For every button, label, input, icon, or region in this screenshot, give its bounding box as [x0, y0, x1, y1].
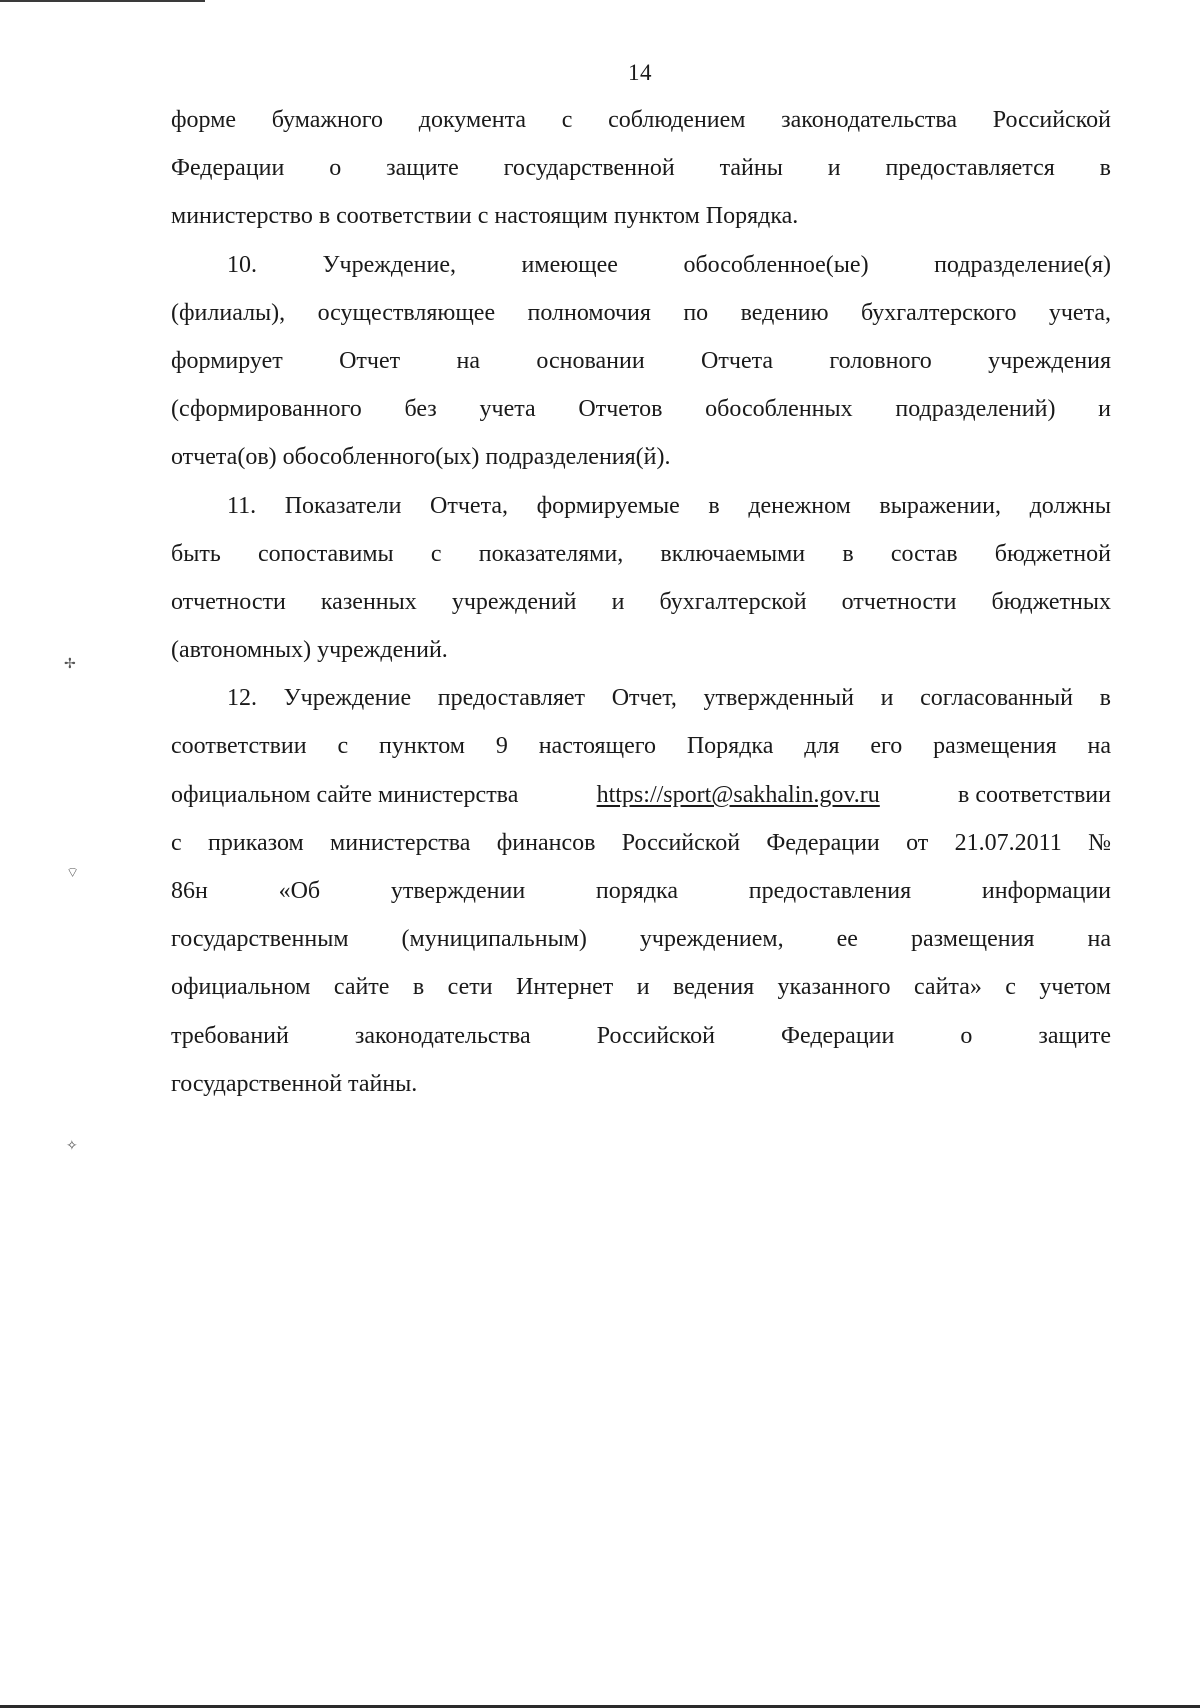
text-line: Федерации о защите государственной тайны и предоставляется в [171, 155, 1111, 182]
document-body [171, 96, 1111, 1108]
text-line: отчета(ов) обособленного(ых) подразделения(й). [171, 444, 671, 471]
text-line: (сформированного без учета Отчетов обособленных подразделений) и [171, 396, 1111, 423]
paragraph-10-start: 10. Учреждение, имеющее обособленное(ые) подразделение(я) [227, 251, 1111, 278]
text-line-with-link [171, 771, 1111, 819]
text-line: формирует Отчет на основании Отчета головного учреждения [171, 347, 1111, 374]
scan-artifact-mark: ✧ [66, 1138, 78, 1154]
text-line: соответствии с пунктом 9 настоящего Порядка для его размещения на [171, 733, 1111, 760]
text-line: 86н «Об утверждении порядка предоставления информации [171, 878, 1111, 904]
ministry-website-link[interactable]: https://sport@sakhalin.gov.ru [596, 781, 880, 808]
scan-artifact-mark: ⌔ [66, 865, 80, 881]
text-line: министерство в соответствии с настоящим пунктом Порядка. [171, 203, 799, 230]
text-line: государственной тайны. [171, 1070, 418, 1097]
text-line: (автономных) учреждений. [171, 637, 448, 664]
paragraph-11-start: 11. Показатели Отчета, формируемые в денежном выражении, должны [227, 492, 1111, 519]
text-line: (филиалы), осуществляющее полномочия по ведению бухгалтерского учета, [171, 299, 1111, 326]
text-line: государственным (муниципальным) учреждением, ее размещения на [171, 926, 1111, 953]
text-segment: официальном сайте министерства [171, 781, 525, 808]
paragraph-12-start: 12. Учреждение предоставляет Отчет, утвержденный и согласованный в [227, 685, 1111, 712]
text-line: с приказом министерства финансов Российской Федерации от 21.07.2011 № [171, 829, 1111, 856]
page-number: 14 [628, 60, 652, 85]
text-line: официальном сайте в сети Интернет и ведения указанного сайта» с учетом [171, 974, 1111, 1001]
scan-artifact-mark: ✢ [64, 656, 76, 672]
text-line: форме бумажного документа с соблюдением законодательства Российской [171, 107, 1111, 133]
text-line: отчетности казенных учреждений и бухгалтерской отчетности бюджетных [171, 588, 1111, 615]
scan-edge-top [0, 0, 205, 2]
text-line: быть сопоставимы с показателями, включаемыми в состав бюджетной [171, 540, 1111, 567]
text-segment: в соответствии [952, 781, 1111, 808]
text-line: требований законодательства Российской Федерации о защите [171, 1022, 1111, 1049]
